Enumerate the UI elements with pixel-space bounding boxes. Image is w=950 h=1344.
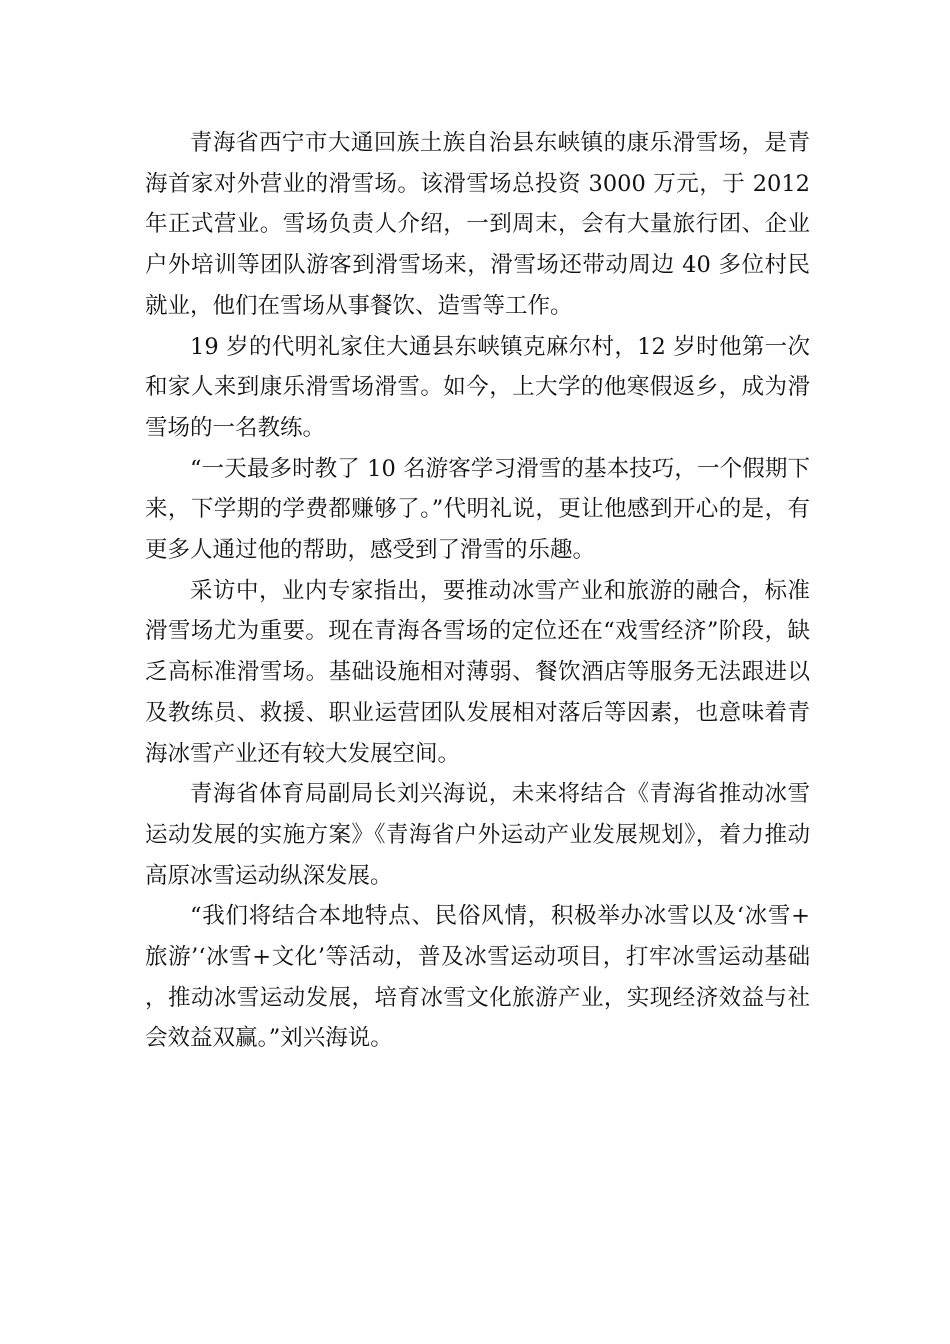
paragraph-2: 19 岁的代明礼家住大通县东峡镇克麻尔村，12 岁时他第一次和家人来到康乐滑雪场滑雪。如今，上大学的他寒假返乡，成为滑雪场的一名教练。 [145,333,810,441]
paragraph-4: 采访中，业内专家指出，要推动冰雪产业和旅游的融合，标准滑雪场尤为重要。现在青海各雪场的定位还在“戏雪经济”阶段，缺乏高标准滑雪场。基础设施相对薄弱、餐饮酒店等服务无法跟进以及教练员、救援、职业运营团队发展相对落后等因素，也意味着青海冰雪产业还有较大发展空间。 [145,577,810,767]
paragraph-6: “我们将结合本地特点、民俗风情，积极举办冰雪以及‘冰雪+旅游’‘冰雪+文化’等活动，普及冰雪运动项目，打牢冰雪运动基础，推动冰雪运动发展，培育冰雪文化旅游产业，实现经济效益与社会效益双赢。”刘兴海说。 [145,903,810,1052]
article-body [145,123,810,1059]
paragraph-3: “一天最多时教了 10 名游客学习滑雪的基本技巧，一个假期下来，下学期的学费都赚够了。”代明礼说，更让他感到开心的是，有更多人通过他的帮助，感受到了滑雪的乐趣。 [145,455,810,564]
paragraph-5: 青海省体育局副局长刘兴海说，未来将结合《青海省推动冰雪运动发展的实施方案》《青海省户外运动产业发展规划》，着力推动高原冰雪运动纵深发展。 [145,781,810,889]
paragraph-1: 青海省西宁市大通回族土族自治县东峡镇的康乐滑雪场，是青海首家对外营业的滑雪场。该滑雪场总投资 3000 万元，于 2012 年正式营业。雪场负责人介绍，一到周末，会有大量旅行团、企业户外培训等团队游客到滑雪场来，滑雪场还带动周边 40 多位村民就业，他们在雪场从事餐饮、造雪等工作。 [145,130,810,319]
